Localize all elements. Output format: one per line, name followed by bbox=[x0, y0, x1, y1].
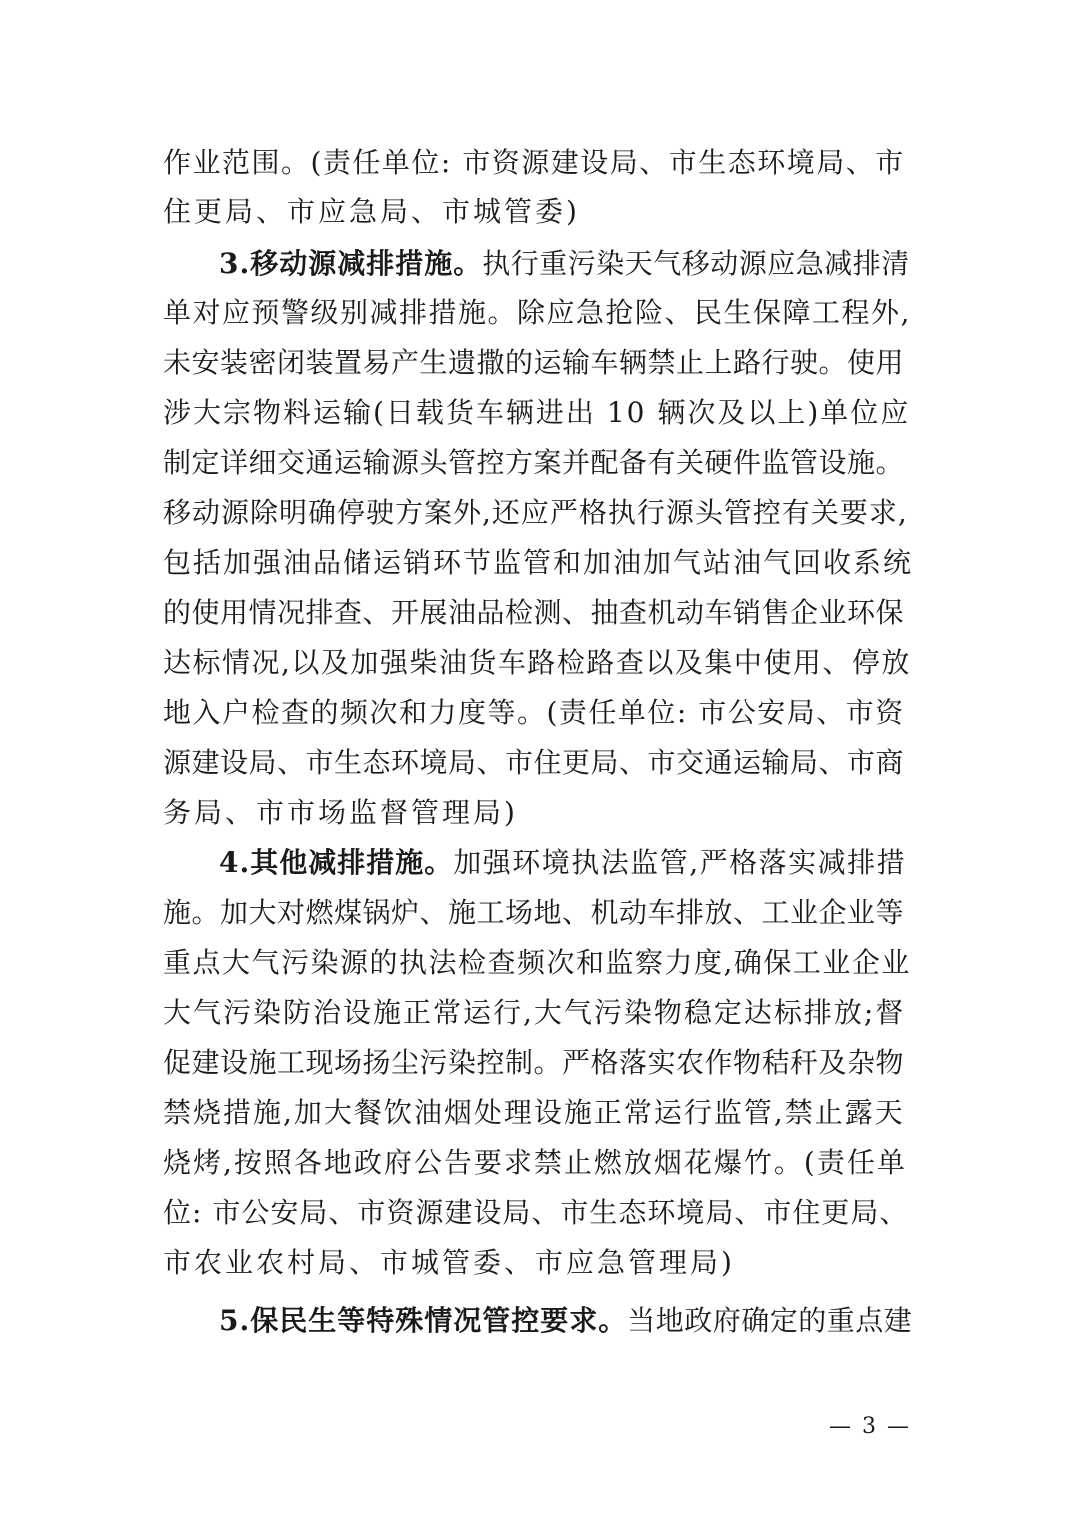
text-line: 包括加强油品储运销环节监管和加油加气站油气回收系统 bbox=[163, 546, 914, 579]
page-number: — 3 — bbox=[829, 1414, 911, 1439]
text-line: 移动源除明确停驶方案外,还应严格执行源头管控有关要求, bbox=[163, 496, 908, 529]
section-heading: 3.移动源减排措施。 bbox=[219, 247, 483, 280]
text-line: 市农业农村局、市城管委、市应急管理局) bbox=[163, 1246, 735, 1279]
section-5-line: 5.保民生等特殊情况管控要求。当地政府确定的重点建 bbox=[219, 1304, 913, 1337]
text-line: 促建设施工现场扬尘污染控制。严格落实农作物秸秆及杂物 bbox=[163, 1046, 905, 1079]
section-heading: 5.保民生等特殊情况管控要求。 bbox=[219, 1304, 628, 1337]
text-line: 务局、市市场监督管理局) bbox=[163, 796, 518, 829]
text-line: 禁烧措施,加大餐饮油烟处理设施正常运行监管,禁止露天 bbox=[163, 1096, 905, 1129]
section-heading: 4.其他减排措施。 bbox=[219, 846, 454, 879]
text-line: 大气污染防治设施正常运行,大气污染物稳定达标排放;督 bbox=[163, 996, 906, 1029]
text-line: 重点大气污染源的执法检查频次和监察力度,确保工业企业 bbox=[163, 946, 911, 979]
text-line: 作业范围。(责任单位: 市资源建设局、市生态环境局、市 bbox=[163, 146, 905, 179]
text-line: 的使用情况排查、开展油品检测、抽查机动车销售企业环保 bbox=[163, 596, 905, 629]
text-line: 施。加大对燃煤锅炉、施工场地、机动车排放、工业企业等 bbox=[163, 896, 905, 929]
text-line: 未安装密闭装置易产生遗撒的运输车辆禁止上路行驶。使用 bbox=[163, 346, 905, 379]
text-line: 住更局、市应急局、市城管委) bbox=[163, 195, 580, 228]
section-3-line: 3.移动源减排措施。执行重污染天气移动源应急减排清 bbox=[219, 247, 910, 280]
text-line: 位: 市公安局、市资源建设局、市生态环境局、市住更局、 bbox=[163, 1196, 909, 1229]
section-4-line: 4.其他减排措施。加强环境执法监管,严格落实减排措 bbox=[219, 846, 907, 879]
text-line: 地入户检查的频次和力度等。(责任单位: 市公安局、市资 bbox=[163, 696, 905, 729]
text-line: 烧烤,按照各地政府公告要求禁止燃放烟花爆竹。(责任单 bbox=[163, 1146, 907, 1179]
text-line: 制定详细交通运输源头管控方案并配备有关硬件监管设施。 bbox=[163, 446, 905, 479]
text-line: 源建设局、市生态环境局、市住更局、市交通运输局、市商 bbox=[163, 746, 905, 779]
text-line: 达标情况,以及加强柴油货车路检路查以及集中使用、停放 bbox=[163, 646, 911, 679]
text-line: 涉大宗物料运输(日载货车辆进出 10 辆次及以上)单位应 bbox=[163, 396, 911, 429]
text-line: 单对应预警级别减排措施。除应急抢险、民生保障工程外, bbox=[163, 296, 911, 329]
